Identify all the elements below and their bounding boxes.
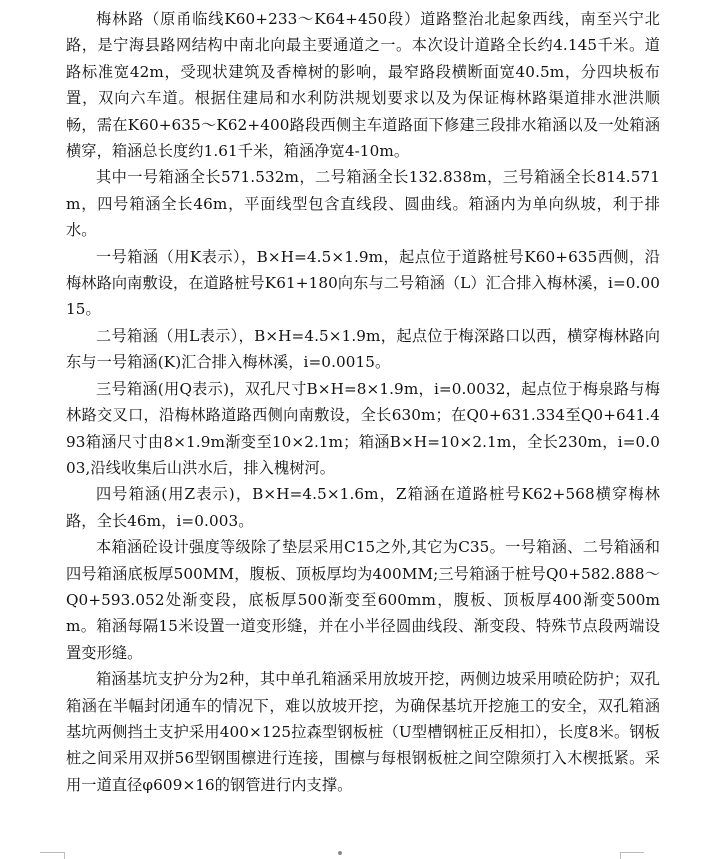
paragraph-overview: 梅林路（原甬临线K60+233～K64+450段）道路整治北起象西线，南至兴宁北路，是宁海县路网结构中南北向最主要通道之一。本次设计道路全长约4.145千米。道路标准宽42m，受现状建筑及香樟树的影响，最窄路段横断面宽40.5m，分四块板布置，双向六车道。根据住建局和水利防洪规划要求以及为保证梅林路渠道排水泄洪顺畅，需在K60+635～K62+400路段西侧主车道路面下修建三段排水箱涵以及一处箱涵横穿，箱涵总长度约1.61千米，箱涵净宽4-10m。 [66,10,660,161]
paragraph-foundation-support: 箱涵基坑支护分为2种，其中单孔箱涵采用放坡开挖，两侧边坡采用喷砼防护；双孔箱涵在半幅封闭通车的情况下，难以放坡开挖，为确保基坑开挖施工的安全，双孔箱涵基坑两侧挡土支护采用400×125拉森型钢板桩（U型槽钢桩正反相扣），长度8米。钢板桩之间采用双拼56型钢围檩进行连接，围檩与每根钢板桩之间空隙须打入木楔抵紧。采用一道直径φ609×16的钢管进行内支撑。 [66,670,660,794]
paragraph-concrete-spec: 本箱涵砼设计强度等级除了垫层采用C15之外,其它为C35。一号箱涵、二号箱涵和四号箱涵底板厚500MM，腹板、顶板厚均为400MM;三号箱涵于桩号Q0+582.888～Q0+593.052处渐变段，底板厚500渐变至600mm，腹板、顶板厚400渐变500mm。箱涵每隔15米设置一道变形缝，并在小半径圆曲线段、渐变段、特殊节点段两端设置变形缝。 [66,538,660,662]
corner-mark-right-vertical [620,852,621,859]
paragraph-culvert-q: 三号箱涵(用Q表示)，双孔尺寸B×H=8×1.9m，i=0.0032，起点位于梅泉路与梅林路交叉口，沿梅林路道路西侧向南敷设，全长630m；在Q0+631.334至Q0+641.493箱涵尺寸由8×1.9m渐变至10×2.1m；箱涵B×H=10×2.1m，全长230m，i=0.003,沿线收集后山洪水后，排入槐树河。 [66,379,660,477]
paragraph-culvert-l: 二号箱涵（用L表示），B×H=4.5×1.9m，起点位于梅深路口以西，横穿梅林路向东与一号箱涵(K)汇合排入梅林溪，i=0.0015。 [66,326,660,372]
paragraph-culvert-z: 四号箱涵(用Z表示)，B×H=4.5×1.6m，Z箱涵在道路桩号K62+568横穿梅林路，全长46m，i=0.003。 [66,485,660,530]
corner-mark-left-vertical [64,852,65,859]
document-body [66,6,660,798]
footer-dot [338,851,342,855]
paragraph-culvert-lengths: 其中一号箱涵全长571.532m，二号箱涵全长132.838m，三号箱涵全长814.571m，四号箱涵全长46m，平面线型包含直线段、圆曲线。箱涵内为单向纵坡，利于排水。 [66,168,660,240]
corner-mark-right-horizontal [620,852,644,853]
corner-mark-left-horizontal [40,852,64,853]
paragraph-culvert-k: 一号箱涵（用K表示），B×H=4.5×1.9m，起点位于道路桩号K60+635西侧，沿梅林路向南敷设，在道路桩号K61+180向东与二号箱涵（L）汇合排入梅林溪，i=0.0015。 [66,247,660,319]
